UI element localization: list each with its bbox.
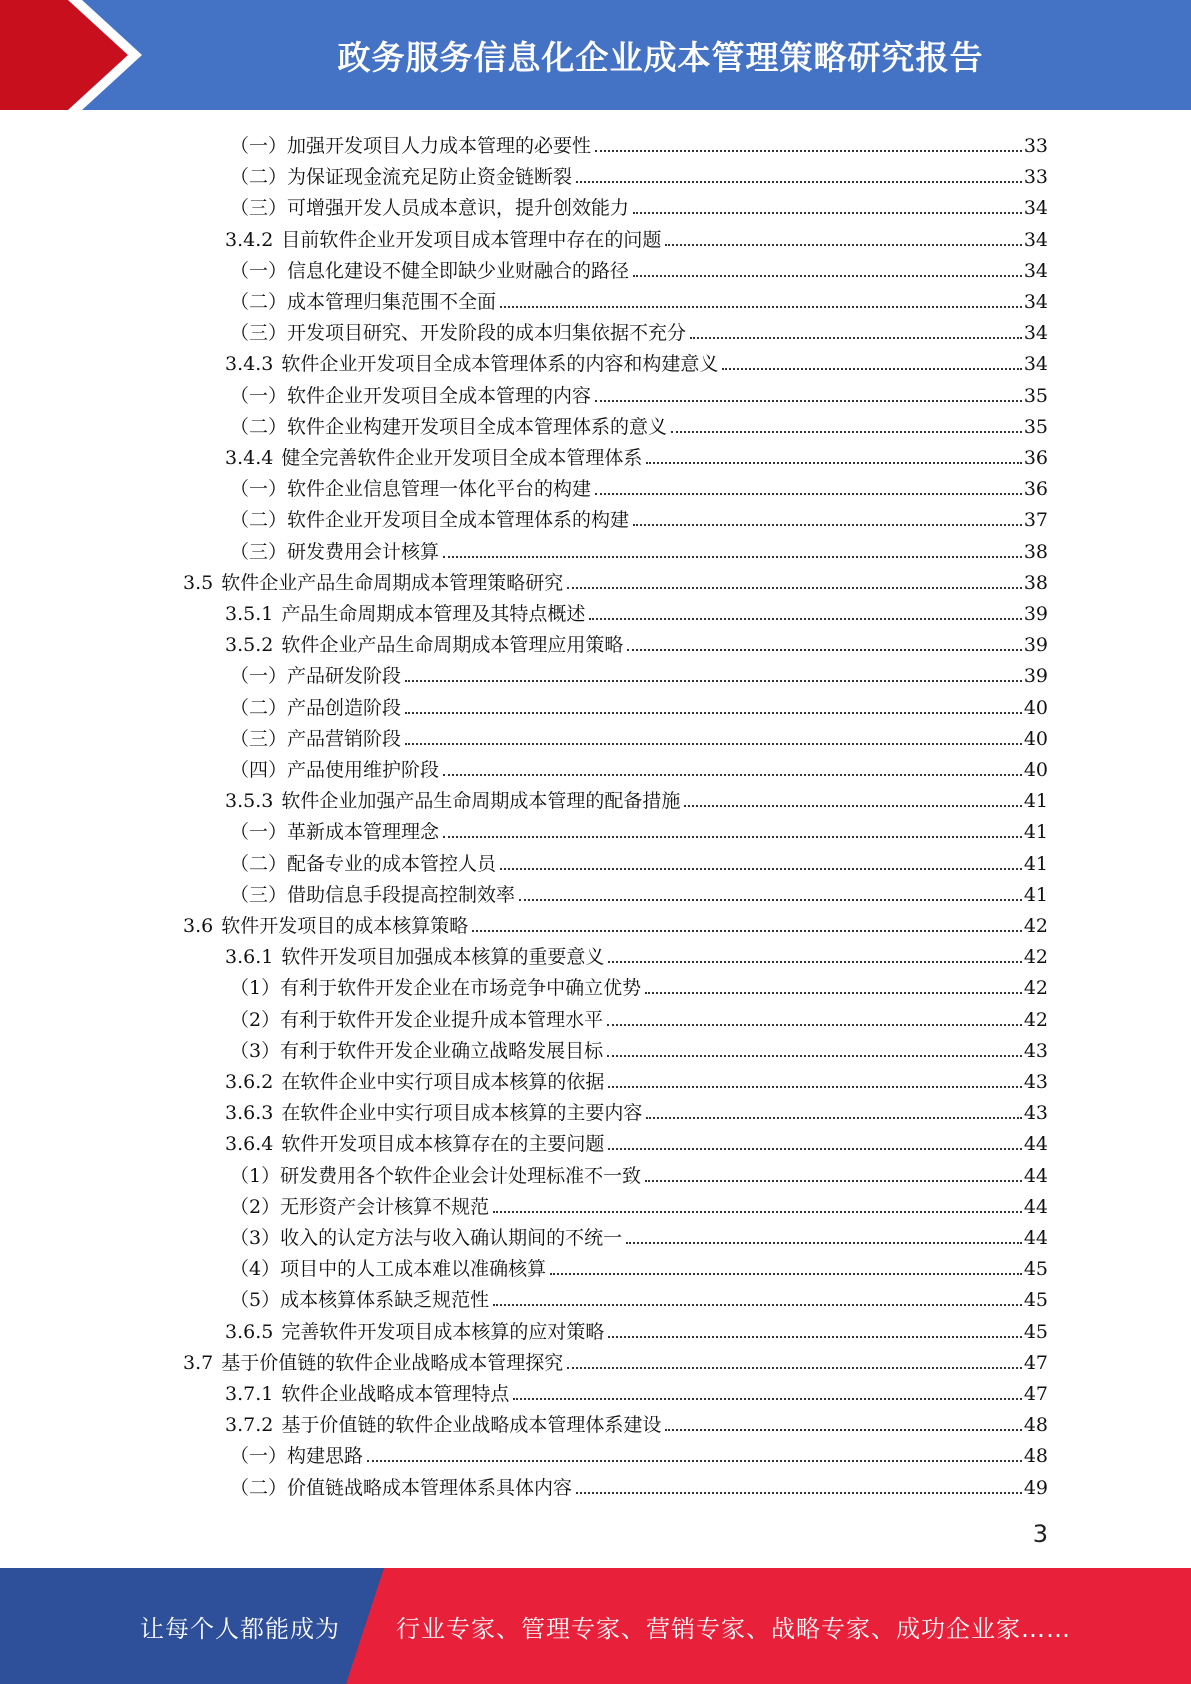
toc-dot-leader [645, 1180, 1022, 1182]
toc-dot-leader [595, 150, 1022, 152]
toc-dot-leader [589, 618, 1021, 620]
toc-dot-leader [646, 462, 1021, 464]
toc-entry-title: （二）配备专业的成本管控人员 [230, 852, 497, 875]
toc-entry-page: 34 [1023, 353, 1048, 376]
toc-entry-title: （一）革新成本管理理念 [230, 821, 440, 844]
toc-entry-label [225, 1070, 604, 1094]
header-arrow-icon [0, 0, 160, 110]
footer-slogan-left: 让每个人都能成为 [140, 1614, 340, 1643]
toc-entry-number: 3.7.2 [225, 1414, 274, 1437]
toc-entry-page: 43 [1023, 1102, 1048, 1125]
toc-entry[interactable] [230, 1219, 1048, 1250]
toc-entry-page: 34 [1023, 228, 1048, 251]
toc-entry[interactable] [225, 626, 1048, 657]
toc-entry-label [230, 165, 572, 189]
toc-entry-label [225, 602, 585, 626]
toc-dot-leader [607, 1055, 1022, 1057]
toc-entry-label [230, 259, 629, 283]
toc-entry-title: （四）产品使用维护阶段 [230, 759, 440, 781]
toc-entry-number: 3.5.3 [225, 790, 274, 813]
toc-entry-title: （2）无形资产会计核算不规范 [230, 1195, 490, 1218]
toc-entry-title: （2）有利于软件开发企业提升成本管理水平 [230, 1008, 604, 1031]
footer-slogan-right: 行业专家、管理专家、营销专家、战略专家、成功企业家…… [396, 1614, 1071, 1643]
toc-dot-leader [405, 712, 1022, 714]
toc-dot-leader [722, 368, 1021, 370]
toc-entry-page: 34 [1023, 322, 1048, 345]
toc-entry-page: 35 [1023, 384, 1048, 407]
toc-entry-number: 3.7.1 [225, 1383, 274, 1405]
toc-entry-page: 49 [1023, 1476, 1048, 1499]
toc-entry-page: 40 [1023, 759, 1048, 781]
toc-entry[interactable] [230, 408, 1048, 439]
toc-entry-page: 38 [1023, 571, 1048, 594]
toc-entry-page: 34 [1023, 291, 1048, 313]
toc-entry-label [230, 290, 496, 314]
toc-entry-label [230, 1226, 622, 1250]
toc-entry-title: 完善软件开发项目成本核算的应对策略 [281, 1320, 605, 1343]
toc-entry[interactable] [230, 283, 1048, 314]
toc-entry-title: 软件企业开发项目全成本管理体系的内容和构建意义 [281, 353, 719, 376]
page-footer [0, 1568, 1191, 1684]
toc-entry-page: 47 [1023, 1351, 1048, 1374]
toc-entry-title: （二）为保证现金流充足防止资金链断裂 [230, 166, 573, 189]
toc-entry-page: 44 [1023, 1133, 1048, 1156]
toc-entry-title: （一）加强开发项目人力成本管理的必要性 [230, 135, 592, 157]
toc-dot-leader [627, 649, 1021, 651]
toc-entry[interactable] [183, 907, 1048, 938]
toc-entry-title: 软件企业战略成本管理特点 [281, 1383, 510, 1405]
toc-entry-page: 48 [1023, 1414, 1048, 1437]
toc-entry-label [225, 633, 623, 657]
toc-entry[interactable] [230, 533, 1048, 564]
toc-entry-title: 基于价值链的软件企业战略成本管理体系建设 [281, 1414, 662, 1437]
toc-dot-leader [626, 1242, 1022, 1244]
toc-entry[interactable] [230, 876, 1048, 907]
toc-entry-label [230, 1039, 603, 1063]
toc-entry-label [230, 696, 401, 720]
toc-entry[interactable] [230, 1469, 1048, 1500]
toc-dot-leader [576, 1492, 1022, 1494]
toc-entry-page: 43 [1023, 1039, 1048, 1062]
toc-entry-label [225, 945, 604, 969]
toc-entry[interactable] [230, 845, 1048, 876]
toc-dot-leader [633, 524, 1022, 526]
toc-entry[interactable] [225, 439, 1048, 470]
toc-entry-number: 3.5.2 [225, 634, 274, 657]
toc-entry-page: 44 [1023, 1164, 1048, 1187]
toc-entry-label [230, 1008, 603, 1032]
toc-entry-number: 3.5.1 [225, 603, 274, 625]
toc-entry-page: 41 [1023, 790, 1048, 813]
toc-entry-page: 42 [1023, 1008, 1048, 1031]
toc-entry-page: 45 [1023, 1320, 1048, 1343]
toc-entry[interactable] [230, 1188, 1048, 1219]
toc-entry-title: （3）有利于软件开发企业确立战略发展目标 [230, 1039, 604, 1062]
toc-entry[interactable] [225, 221, 1048, 252]
toc-entry-number: 3.6.2 [225, 1071, 274, 1093]
toc-entry-page: 40 [1023, 727, 1048, 750]
toc-entry-title: （4）项目中的人工成本难以准确核算 [230, 1258, 547, 1281]
toc-entry-label [225, 228, 661, 252]
toc-entry-title: 基于价值链的软件企业战略成本管理探究 [221, 1351, 564, 1374]
toc-entry-label [225, 1101, 642, 1125]
toc-entry-label [230, 1288, 489, 1312]
toc-entry-title: （一）软件企业开发项目全成本管理的内容 [230, 384, 592, 407]
toc-entry[interactable] [230, 689, 1048, 720]
toc-entry[interactable] [230, 1032, 1048, 1063]
toc-entry-page: 47 [1023, 1383, 1048, 1405]
toc-entry[interactable] [225, 1313, 1048, 1344]
toc-entry-page: 45 [1023, 1289, 1048, 1312]
toc-entry-title: 软件开发项目的成本核算策略 [221, 915, 469, 937]
toc-entry-label [225, 1320, 604, 1344]
toc-entry-label [230, 196, 629, 220]
toc-entry-label [230, 820, 439, 844]
toc-entry-page: 38 [1023, 540, 1048, 563]
toc-dot-leader [367, 1460, 1022, 1462]
toc-dot-leader [595, 493, 1022, 495]
toc-dot-leader [500, 306, 1022, 308]
toc-entry[interactable] [230, 470, 1048, 501]
toc-entry-page: 41 [1023, 821, 1048, 844]
page-header [0, 0, 1191, 110]
toc-entry-label [230, 758, 439, 782]
toc-entry-title: （一）产品研发阶段 [230, 665, 402, 688]
toc-entry[interactable] [230, 1157, 1048, 1188]
toc-entry-page: 34 [1023, 259, 1048, 282]
toc-entry-number: 3.4.2 [225, 228, 274, 251]
toc-entry-number: 3.6.1 [225, 946, 274, 969]
toc-dot-leader [608, 1336, 1021, 1338]
toc-entry[interactable] [230, 969, 1048, 1000]
toc-entry[interactable] [230, 1001, 1048, 1032]
toc-entry[interactable] [230, 377, 1048, 408]
toc-entry-label [225, 352, 718, 376]
toc-dot-leader [405, 680, 1022, 682]
toc-entry-label [183, 1351, 563, 1375]
toc-entry-label [230, 852, 496, 876]
toc-entry-label [230, 664, 401, 688]
toc-entry-title: （三）可增强开发人员成本意识，提升创效能力 [230, 197, 630, 220]
toc-entry[interactable] [230, 657, 1048, 688]
toc-dot-leader [550, 1273, 1022, 1275]
toc-entry-label [183, 571, 563, 595]
toc-entry-page: 43 [1023, 1071, 1048, 1093]
toc-entry-label [230, 134, 591, 158]
toc-dot-leader [665, 244, 1021, 246]
toc-entry[interactable] [183, 1344, 1048, 1375]
toc-entry-label [230, 727, 401, 751]
toc-entry-title: （一）构建思路 [230, 1445, 364, 1468]
toc-dot-leader [646, 1117, 1021, 1119]
toc-entry-title: 在软件企业中实行项目成本核算的主要内容 [281, 1102, 643, 1125]
toc-entry-number: 3.4.3 [225, 353, 274, 376]
toc-entry[interactable] [230, 1281, 1048, 1312]
page-number: 3 [1032, 1520, 1048, 1548]
toc-dot-leader [684, 805, 1021, 807]
toc-entry-page: 41 [1023, 883, 1048, 906]
toc-entry-number: 3.5 [183, 571, 214, 594]
toc-entry-number: 3.6.3 [225, 1102, 274, 1125]
toc-dot-leader [405, 743, 1022, 745]
toc-entry-page: 36 [1023, 478, 1048, 501]
toc-dot-leader [576, 181, 1022, 183]
toc-entry[interactable] [230, 813, 1048, 844]
toc-entry-page: 33 [1023, 135, 1048, 157]
toc-entry[interactable] [230, 501, 1048, 532]
toc-entry-label [225, 1413, 661, 1437]
toc-entry-page: 48 [1023, 1445, 1048, 1468]
toc-entry-label [230, 1164, 641, 1188]
toc-dot-leader [500, 868, 1022, 870]
toc-dot-leader [607, 1024, 1022, 1026]
toc-entry-title: 软件企业产品生命周期成本管理策略研究 [221, 571, 564, 594]
toc-dot-leader [443, 774, 1022, 776]
toc-entry[interactable] [225, 1406, 1048, 1437]
toc-dot-leader [519, 899, 1022, 901]
toc-entry-number: 3.4.4 [225, 447, 274, 469]
toc-entry[interactable] [230, 189, 1048, 220]
toc-dot-leader [671, 431, 1022, 433]
toc-entry[interactable] [225, 1125, 1048, 1156]
toc-dot-leader [493, 1304, 1022, 1306]
toc-dot-leader [690, 337, 1022, 339]
toc-entry-page: 40 [1023, 696, 1048, 719]
toc-dot-leader [633, 275, 1022, 277]
toc-entry[interactable] [230, 1250, 1048, 1281]
toc-entry-page: 39 [1023, 634, 1048, 657]
toc-entry-title: 软件企业加强产品生命周期成本管理的配备措施 [281, 790, 681, 813]
toc-entry-label [230, 883, 515, 907]
toc-entry-title: （三）产品营销阶段 [230, 727, 402, 750]
toc-entry-label [230, 976, 641, 1000]
toc-entry-label [225, 789, 680, 813]
toc-dot-leader [608, 1086, 1021, 1088]
toc-entry-title: （1）研发费用各个软件企业会计处理标准不一致 [230, 1164, 642, 1187]
toc-entry-title: 健全完善软件企业开发项目全成本管理体系 [281, 447, 643, 469]
toc-entry-page: 42 [1023, 977, 1048, 1000]
header-title: 政务服务信息化企业成本管理策略研究报告 [337, 37, 984, 77]
toc-entry-title: 软件企业产品生命周期成本管理应用策略 [281, 634, 624, 657]
toc-entry[interactable] [225, 1094, 1048, 1125]
toc-entry[interactable] [225, 1063, 1048, 1094]
toc-entry-title: 产品生命周期成本管理及其特点概述 [281, 603, 586, 625]
toc-entry-label [225, 1382, 509, 1406]
toc-entry-page: 35 [1023, 415, 1048, 438]
toc-entry-page: 33 [1023, 166, 1048, 189]
toc-entry-page: 39 [1023, 603, 1048, 625]
toc-entry[interactable] [225, 1375, 1048, 1406]
toc-entry-page: 36 [1023, 447, 1048, 469]
toc-entry-page: 37 [1023, 509, 1048, 532]
toc-entry-page: 34 [1023, 197, 1048, 220]
toc-dot-leader [567, 587, 1022, 589]
toc-entry-label [230, 1476, 572, 1500]
toc-entry[interactable] [230, 158, 1048, 189]
toc-dot-leader [493, 1211, 1022, 1213]
toc-entry-title: （二）产品创造阶段 [230, 696, 402, 719]
toc-entry-title: （二）成本管理归集范围不全面 [230, 291, 497, 313]
toc-entry-label [183, 914, 468, 938]
toc-dot-leader [567, 1367, 1022, 1369]
toc-dot-leader [645, 992, 1022, 994]
toc-entry[interactable] [225, 782, 1048, 813]
toc-dot-leader [513, 1398, 1021, 1400]
toc-entry-page: 45 [1023, 1258, 1048, 1281]
toc-entry-title: 在软件企业中实行项目成本核算的依据 [281, 1071, 605, 1093]
toc-entry[interactable] [225, 938, 1048, 969]
toc-entry-number: 3.6.5 [225, 1320, 274, 1343]
toc-entry-label [225, 1132, 604, 1156]
toc-entry-page: 44 [1023, 1195, 1048, 1218]
toc-entry-title: （二）软件企业构建开发项目全成本管理体系的意义 [230, 415, 668, 438]
toc-dot-leader [443, 556, 1022, 558]
toc-dot-leader [665, 1429, 1021, 1431]
toc-entry-page: 42 [1023, 946, 1048, 969]
toc-entry[interactable] [230, 314, 1048, 345]
toc-entry[interactable] [230, 720, 1048, 751]
toc-entry[interactable] [230, 1437, 1048, 1468]
toc-entry-title: （1）有利于软件开发企业在市场竞争中确立优势 [230, 977, 642, 1000]
toc-entry-title: （二）软件企业开发项目全成本管理体系的构建 [230, 509, 630, 532]
toc-entry-title: （3）收入的认定方法与收入确认期间的不统一 [230, 1227, 623, 1249]
toc-dot-leader [608, 961, 1021, 963]
toc-entry-title: 软件开发项目加强成本核算的重要意义 [281, 946, 605, 969]
toc-entry-page: 41 [1023, 852, 1048, 875]
toc-entry-label [230, 1195, 489, 1219]
toc-entry-title: （一）信息化建设不健全即缺少业财融合的路径 [230, 259, 630, 282]
toc-dot-leader [595, 400, 1022, 402]
toc-entry[interactable] [230, 751, 1048, 782]
toc-entry-label [230, 384, 591, 408]
toc-entry-title: （5）成本核算体系缺乏规范性 [230, 1289, 490, 1312]
toc-entry[interactable] [230, 252, 1048, 283]
toc-entry[interactable] [183, 564, 1048, 595]
toc-entry[interactable] [225, 345, 1048, 376]
toc-dot-leader [633, 212, 1022, 214]
toc-entry-label [230, 321, 686, 345]
toc-entry-page: 44 [1023, 1227, 1048, 1249]
toc-entry-title: 软件开发项目成本核算存在的主要问题 [281, 1133, 605, 1156]
toc-entry-label [230, 540, 439, 564]
toc-entry-number: 3.6 [183, 915, 214, 937]
toc-entry-title: （一）软件企业信息管理一体化平台的构建 [230, 478, 592, 501]
toc-entry[interactable] [225, 595, 1048, 626]
toc-dot-leader [443, 836, 1022, 838]
toc-entry[interactable] [230, 127, 1048, 158]
toc-entry-title: 目前软件企业开发项目成本管理中存在的问题 [281, 228, 662, 251]
toc-entry-page: 39 [1023, 665, 1048, 688]
toc-entry-label [225, 446, 642, 470]
toc-dot-leader [472, 930, 1022, 932]
toc-entry-title: （二）价值链战略成本管理体系具体内容 [230, 1476, 573, 1499]
toc-entry-label [230, 1257, 546, 1281]
toc-entry-title: （三）开发项目研究、开发阶段的成本归集依据不充分 [230, 322, 687, 345]
toc-entry-label [230, 1444, 363, 1468]
toc-entry-title: （三）研发费用会计核算 [230, 540, 440, 563]
toc-entry-label [230, 477, 591, 501]
toc-entry-number: 3.7 [183, 1351, 214, 1374]
toc-dot-leader [608, 1148, 1021, 1150]
toc-entry-label [230, 415, 667, 439]
toc-entry-number: 3.6.4 [225, 1133, 274, 1156]
toc-entry-page: 42 [1023, 915, 1048, 937]
toc-entry-label [230, 508, 629, 532]
toc-entry-title: （三）借助信息手段提高控制效率 [230, 883, 516, 906]
